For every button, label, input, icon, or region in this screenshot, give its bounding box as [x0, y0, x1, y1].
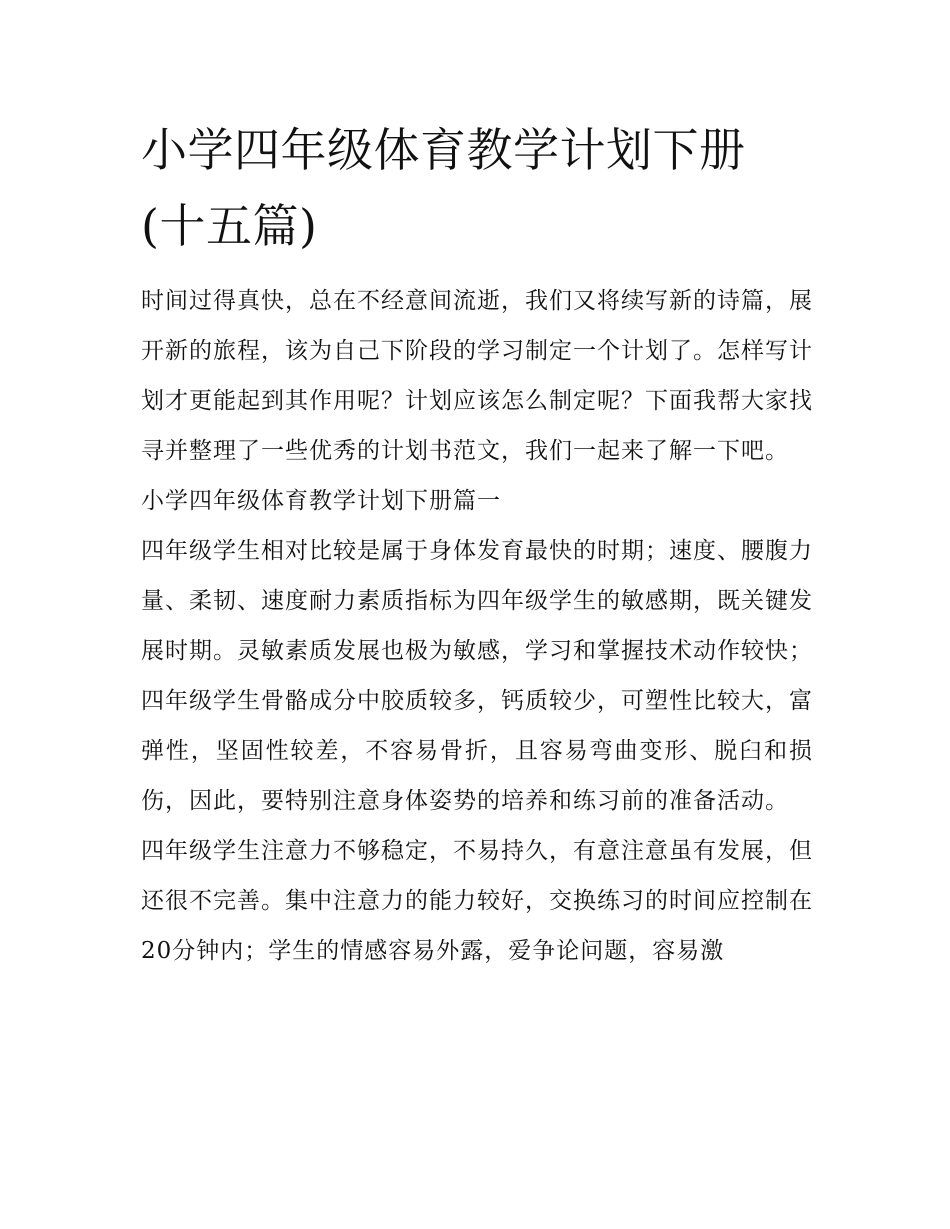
- document-title: [141, 112, 813, 264]
- document-body: [141, 276, 813, 976]
- body-paragraph-2: 四年级学生注意力不够稳定，不易持久，有意注意虽有发展，但还很不完善。集中注意力的能力较好，交换练习的时间应控制在20分钟内；学生的情感容易外露，爱争论问题，容易激: [141, 838, 813, 964]
- section-heading: 小学四年级体育教学计划下册篇一: [141, 488, 501, 514]
- body-paragraph-1: 四年级学生相对比较是属于身体发育最快的时期；速度、腰腹力量、柔韧、速度耐力素质指标为四年级学生的敏感期，既关键发展时期。灵敏素质发展也极为敏感，学习和掌握技术动作较快；四年级学生骨骼成分中胶质较多，钙质较少，可塑性比较大，富弹性，坚固性较差，不容易骨折，且容易弯曲变形、脱臼和损伤，因此，要特别注意身体姿势的培养和练习前的准备活动。: [141, 538, 813, 814]
- document-page: [141, 112, 813, 976]
- title-line-2: (十五篇): [141, 199, 318, 253]
- intro-paragraph: 时间过得真快，总在不经意间流逝，我们又将续写新的诗篇，展开新的旅程，该为自己下阶段的学习制定一个计划了。怎样写计划才更能起到其作用呢？计划应该怎么制定呢？下面我帮大家找寻并整理了一些优秀的计划书范文，我们一起来了解一下吧。: [141, 288, 813, 464]
- title-line-1: 小学四年级体育教学计划下册: [141, 123, 746, 177]
